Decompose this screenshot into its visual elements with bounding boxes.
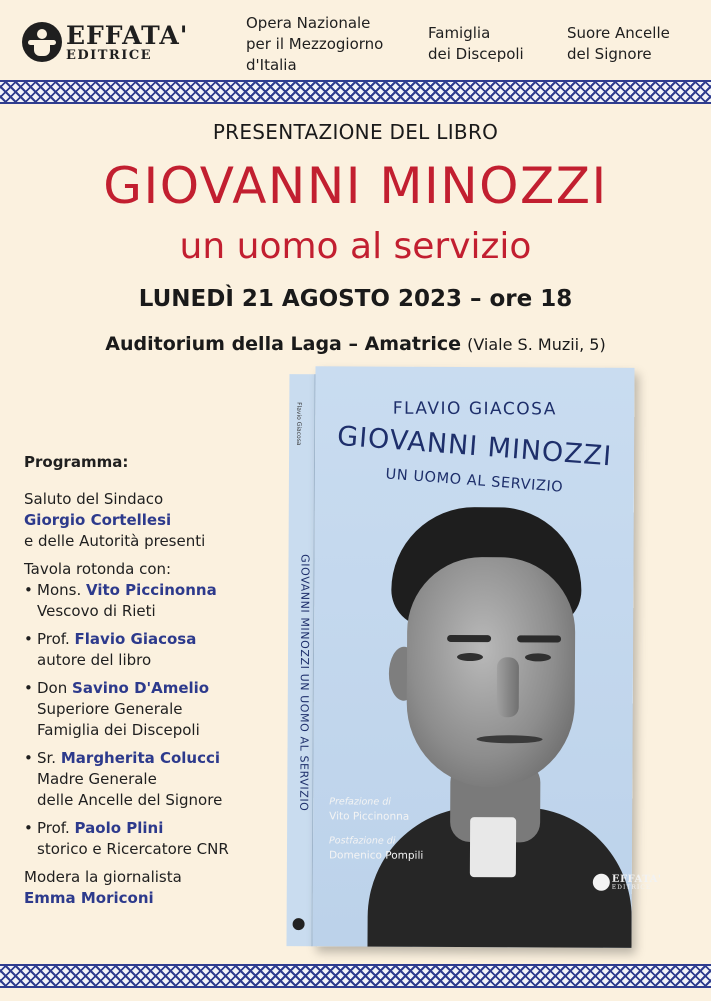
org-line: per il Mezzogiorno (246, 35, 384, 53)
programma (24, 452, 304, 909)
speaker-role: storico e Ricercatore CNR (37, 840, 229, 858)
programma-title: Programma: (24, 453, 129, 471)
cover-logo-name: EFFATA' (611, 873, 662, 885)
bullet: • (24, 630, 33, 648)
tavola-label: Tavola rotonda con: (24, 560, 172, 578)
speaker-title: Prof. (37, 630, 70, 648)
speaker-title: Prof. (37, 819, 70, 837)
moderator-name: Emma Moriconi (24, 889, 154, 907)
moderator-block (24, 867, 304, 909)
org-line: del Signore (567, 45, 652, 63)
logo-name: EFFATA' (66, 20, 189, 50)
cover-logo-sub: EDITRICE (611, 883, 652, 891)
event-title: GIOVANNI MINOZZI (103, 157, 608, 215)
effata-figure-icon (22, 22, 62, 62)
speaker-name: Vito Piccinonna (86, 581, 217, 599)
speaker-item (24, 580, 304, 622)
org-opera-nazionale (246, 13, 406, 76)
saluto-block (24, 489, 304, 552)
org-line: d'Italia (246, 56, 297, 74)
event-subtitle: un uomo al servizio (179, 226, 532, 267)
sindaco-name: Giorgio Cortellesi (24, 511, 172, 529)
speaker-item (24, 818, 304, 860)
zigzag-border-bottom (0, 964, 711, 988)
saluto-pre: Saluto del Sindaco (24, 490, 164, 508)
org-line: Famiglia (428, 24, 491, 42)
speaker-role: Famiglia dei Discepoli (37, 721, 200, 739)
org-line: dei Discepoli (428, 45, 524, 63)
spine-logo-icon (293, 918, 305, 930)
org-line: Suore Ancelle (567, 24, 670, 42)
bullet: • (24, 581, 33, 599)
effata-logo (22, 22, 188, 62)
speaker-name: Flavio Giacosa (74, 630, 197, 648)
bullet: • (24, 819, 33, 837)
org-suore-ancelle (567, 23, 697, 65)
speaker-name: Paolo Plini (74, 819, 164, 837)
speaker-role: Madre Generale (37, 770, 157, 788)
header (0, 0, 711, 80)
venue-name: Auditorium della Laga – Amatrice (105, 333, 462, 355)
speaker-role: delle Ancelle del Signore (37, 791, 223, 809)
speaker-role: Superiore Generale (37, 700, 183, 718)
bullet: • (24, 749, 33, 767)
cover-logo (593, 874, 662, 891)
postfazione-label: Postfazione di (329, 835, 396, 847)
logo-sub: EDITRICE (66, 47, 153, 63)
moderator-pre: Modera la giornalista (24, 868, 182, 886)
venue-address: (Viale S. Muzii, 5) (467, 335, 606, 354)
event-venue (0, 333, 711, 355)
book-spine (286, 374, 315, 946)
speaker-name: Margherita Colucci (60, 749, 221, 767)
kicker: PRESENTAZIONE DEL LIBRO (212, 120, 499, 144)
spine-title: GIOVANNI MINOZZI UN UOMO AL SERVIZIO (297, 554, 312, 812)
speaker-title: Don (37, 679, 68, 697)
org-line: Opera Nazionale (246, 14, 371, 32)
prefazione-label: Prefazione di (329, 796, 391, 808)
cover-title: GIOVANNI MINOZZI (336, 420, 614, 473)
speaker-name: Savino D'Amelio (72, 679, 210, 697)
speaker-item (24, 629, 304, 671)
bullet: • (24, 679, 33, 697)
saluto-post: e delle Autorità presenti (24, 532, 206, 550)
cover-author: FLAVIO GIACOSA (392, 398, 557, 420)
speaker-role: Vescovo di Rieti (37, 602, 156, 620)
speaker-item (24, 678, 304, 741)
effata-figure-icon (593, 874, 610, 891)
spine-author: Flavio Giacosa (295, 402, 303, 446)
org-famiglia-discepoli (428, 23, 548, 65)
cover-subtitle: UN UOMO AL SERVIZIO (385, 466, 564, 496)
postfazione-name: Domenico Pompili (328, 849, 424, 862)
prefazione-name: Vito Piccinonna (329, 810, 410, 823)
book-cover (312, 366, 662, 948)
speaker-title: Mons. (37, 581, 82, 599)
event-date: LUNEDÌ 21 AGOSTO 2023 – ore 18 (138, 286, 573, 312)
zigzag-border-top (0, 80, 711, 104)
speaker-item (24, 748, 304, 811)
speaker-title: Sr. (37, 749, 57, 767)
cover-credits (329, 794, 424, 862)
book-image (286, 366, 662, 948)
speaker-role: autore del libro (37, 651, 152, 669)
